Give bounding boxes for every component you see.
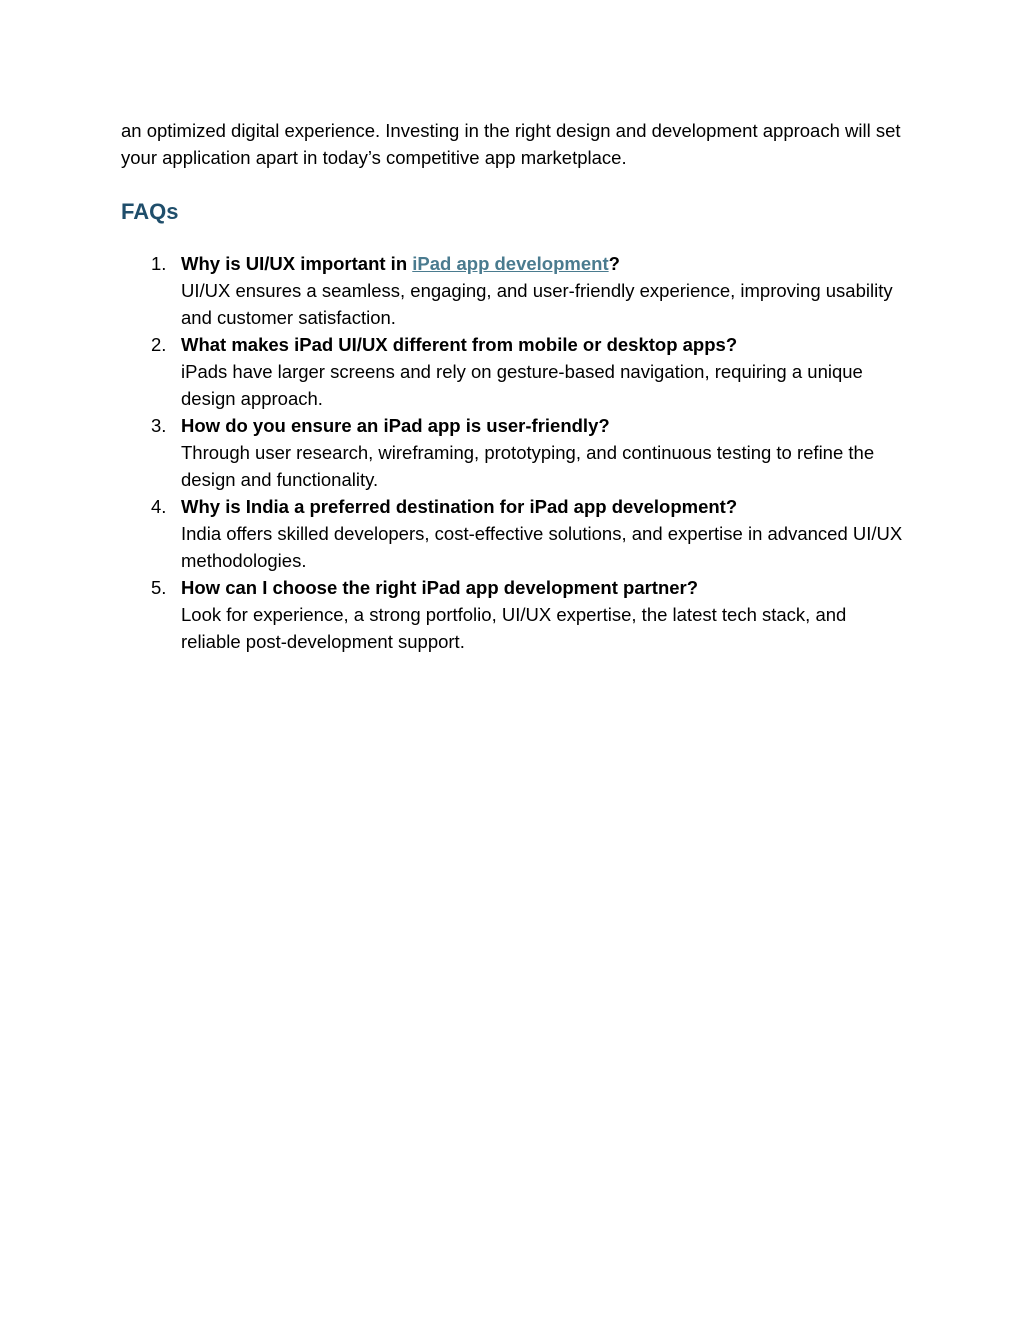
faq-question: What makes iPad UI/UX different from mobile or desktop apps? [181, 334, 738, 355]
faq-number: 4. [151, 496, 167, 517]
intro-paragraph: an optimized digital experience. Investing in the right design and development approach will set your application apart in today’s competitive app marketplace. [121, 120, 901, 168]
faq-answer: Look for experience, a strong portfolio, UI/UX expertise, the latest tech stack, and reliable post-development support. [181, 604, 847, 652]
faq-item-1 [121, 250, 911, 331]
faq-number: 1. [151, 253, 167, 274]
faq-answer: UI/UX ensures a seamless, engaging, and user-friendly experience, improving usability and customer satisfaction. [181, 280, 893, 328]
faq-heading: FAQs [121, 199, 179, 224]
faq-question: How can I choose the right iPad app development partner? [181, 577, 699, 598]
faq-question-suffix: ? [608, 253, 620, 274]
faq-item-5 [121, 574, 911, 655]
faq-answer: India offers skilled developers, cost-effective solutions, and expertise in advanced UI/UX methodologies. [181, 523, 903, 571]
faq-item-3 [121, 412, 911, 493]
ipad-app-development-link[interactable]: iPad app development [412, 253, 609, 274]
faq-answer: Through user research, wireframing, prototyping, and continuous testing to refine the design and functionality. [181, 442, 875, 490]
faq-list [121, 250, 911, 655]
faq-item-4 [121, 493, 911, 574]
faq-number: 3. [151, 415, 167, 436]
faq-question: How do you ensure an iPad app is user-friendly? [181, 415, 610, 436]
faq-question [181, 250, 911, 277]
faq-question: Why is India a preferred destination for iPad app development? [181, 496, 738, 517]
faq-question-prefix: Why is UI/UX important in [181, 253, 413, 274]
faq-answer: iPads have larger screens and rely on gesture-based navigation, requiring a unique design approach. [181, 361, 863, 409]
faq-item-2 [121, 331, 911, 412]
document-page [121, 117, 911, 652]
faq-number: 5. [151, 577, 167, 598]
faq-number: 2. [151, 334, 167, 355]
